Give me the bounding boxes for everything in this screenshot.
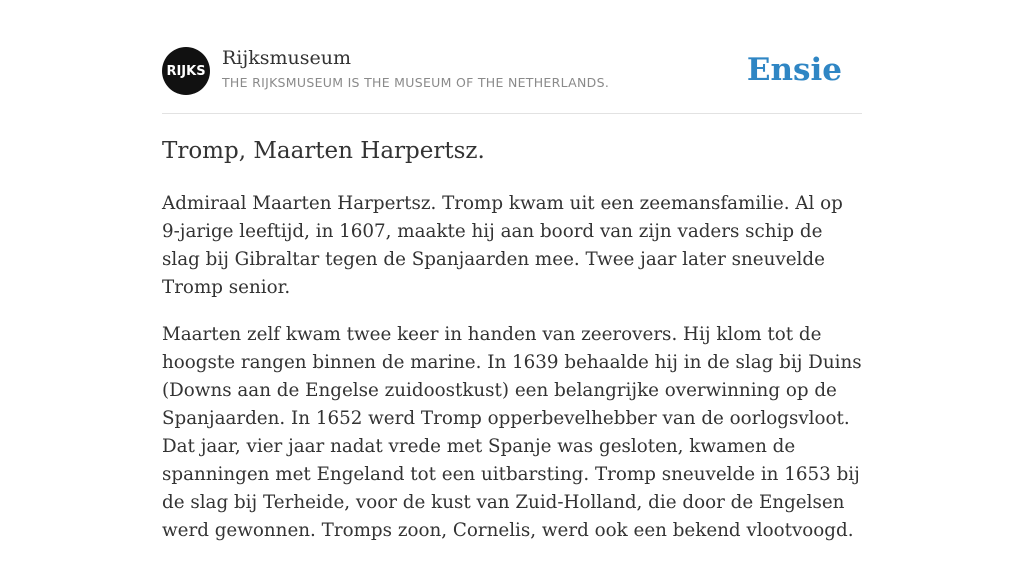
article-title: Tromp, Maarten Harpertsz.: [162, 138, 485, 164]
article-paragraph-1: Admiraal Maarten Harpertsz. Tromp kwam uit een zeemansfamilie. Al op 9-jarige leeftijd, in 1607, maakte hij aan boord van zijn vaders schip de slag bij Gibraltar tegen de Spanjaarden mee. Twee jaar later sneuvelde Tromp senior.: [162, 193, 843, 298]
source-name-link[interactable]: Rijksmuseum: [222, 47, 352, 69]
article-paragraph-2: Maarten zelf kwam twee keer in handen van zeerovers. Hij klom tot de hoogste rangen binnen de marine. In 1639 behaalde hij in de slag bij Duins (Downs aan de Engelse zuidoostkust) een belangrijke overwinning op de Spanjaarden. In 1652 werd Tromp opperbevelhebber van de oorlogsvloot. Dat jaar, vier jaar nadat vrede met Spanje was gesloten, kwamen de spanningen met Engeland tot een uitbarsting. Tromp sneuvelde in 1653 bij de slag bij Terheide, voor de kust van Zuid-Holland, die door de Engelsen werd gewonnen. Tromps zoon, Cornelis, werd ook een bekend vlootvoogd.: [162, 324, 862, 541]
header: [162, 46, 862, 96]
source-tagline: THE RIJKSMUSEUM IS THE MUSEUM OF THE NETHERLANDS.: [222, 75, 610, 90]
brand-logo-link[interactable]: Ensie: [746, 52, 842, 88]
source-avatar[interactable]: RIJKS: [162, 47, 210, 95]
header-divider: [162, 113, 862, 114]
article-body: [162, 190, 862, 564]
